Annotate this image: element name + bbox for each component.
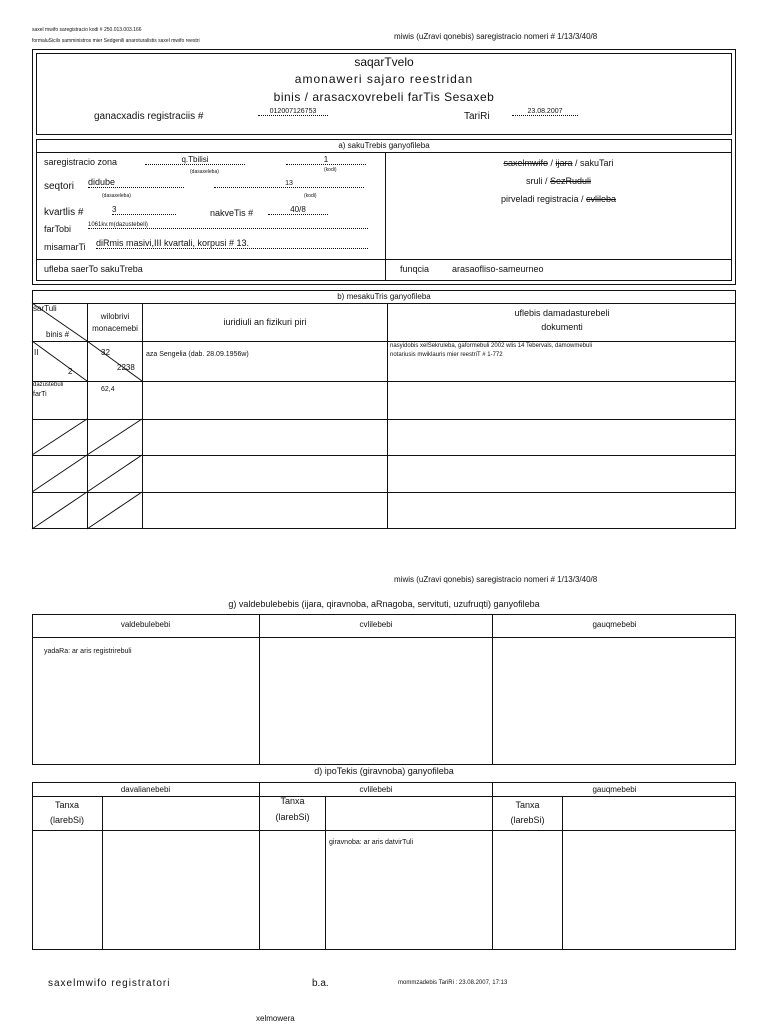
ownership-sep: / (550, 158, 553, 168)
function-label: funqcia (400, 264, 430, 274)
registration-change: cvlileba (586, 194, 617, 204)
row2-area-value: 62,4 (101, 386, 115, 393)
parcel-label: nakveTis # (210, 208, 254, 218)
sector-name-hint: (dasaxeleba) (102, 193, 131, 199)
area-value: 1061kv.m(dazustebeli) (88, 222, 368, 229)
zone-code-hint: (kodi) (324, 167, 337, 173)
page-subtitle-1: amonaweri sajaro reestridan (294, 72, 474, 86)
col-share-label: wilobrivi monacemebi (92, 312, 138, 333)
sector-code: 13 (214, 180, 364, 188)
registration-kind (385, 194, 732, 204)
col-document-label-2: dokumenti (541, 322, 583, 332)
address-value: diRmis masivi,III kvartali, korpusi # 13. (96, 238, 368, 249)
property-registration-number: miwis (uZravi qonebis) saregistracio nomeri # 1/13/3/40/8 (394, 32, 598, 41)
application-reg-label: ganacxadis registraciis # (94, 111, 204, 122)
section-d-table (32, 782, 736, 950)
changes-amount-label-2: (larebSi) (275, 812, 310, 822)
address-label: misamarTi (44, 242, 86, 252)
cancel-amount-label-1: Tanxa (515, 800, 540, 810)
obligations-header: valdebulebebi (120, 620, 171, 629)
parcel-value: 40/8 (268, 205, 328, 215)
form-approval-line: formaluSicils samministros mier Sedgenili anaroturalistis saxel mwifo reestri (32, 38, 200, 44)
mortgage-changes-header: cvlilebebi (359, 785, 393, 794)
signature-label: xelmowera (256, 1014, 295, 1023)
date-value: 23.08.2007 (512, 108, 578, 116)
obligations-entry: yadaRa: ar aris registrirebuli (44, 648, 132, 655)
mortgage-entry: giravnoba: ar aris datvirTuli (329, 839, 414, 846)
row2-area-label-2: farTi (33, 391, 47, 398)
application-reg-value: 012007126753 (258, 108, 328, 116)
page-subtitle-2: binis / arasacxovrebeli farTis Sesaxeb (273, 90, 495, 104)
function-value: arasaofliso-sameurneo (452, 264, 544, 274)
section-g-title: g) valdebulebebis (ijara, qiravnoba, aRnagoba, servituti, uzufruqti) ganyofileba (228, 599, 540, 609)
registrar-initials: b.a. (312, 978, 329, 989)
ownership-lease: ijara (555, 158, 573, 168)
zone-name-hint: (dasaxeleba) (190, 169, 219, 175)
zone-label: saregistracio zona (44, 157, 118, 167)
col-floor-label: sarTuli (33, 304, 57, 313)
ownership-private: / sakuTari (575, 158, 614, 168)
sector-code-hint: (kodi) (304, 193, 317, 199)
row1-share-numerator: 32 (101, 348, 110, 357)
section-d-title: d) ipoTekis (giravnoba) ganyofileba (314, 766, 454, 776)
debts-amount-label-1: Tanxa (54, 800, 80, 810)
changes-amount-label-1: Tanxa (280, 796, 305, 806)
registration-code-line: saxel mwifo saregistracio kodi # 250.013.003.166 (32, 27, 142, 33)
section-a-title: a) sakuTrebis ganyofileba (338, 141, 430, 150)
page2-registration-number: miwis (uZravi qonebis) saregistracio nomeri # 1/13/3/40/8 (394, 575, 598, 584)
print-date: mommzadebis TariRi : 23.08.2007, 17:13 (398, 980, 508, 986)
col-document-label-1: uflebis damadasturebeli (514, 308, 610, 318)
cancellations-header: gauqmebebi (592, 620, 637, 629)
sector-value: didube (88, 177, 184, 188)
row1-owner: aza Sengelia (dab. 28.09.1956w) (146, 351, 249, 358)
row1-floor: II (34, 348, 39, 357)
mortgage-cancellations-header: gauqmebebi (592, 785, 637, 794)
row1-flat: 2 (68, 367, 73, 376)
ownership-state: saxelmwifo (503, 158, 548, 168)
right-type-label: ufleba saerTo sakuTreba (44, 264, 143, 274)
date-label: TariRi (464, 111, 490, 122)
sector-label: seqtori (44, 181, 75, 192)
col-flat-label: binis # (46, 330, 70, 339)
debts-amount-label-2: (larebSi) (49, 815, 84, 825)
row1-document-line2: notariusis mwiklauris mier reestriT # 1-772 (390, 352, 503, 358)
row2-area-label-1: dazustebuli (33, 382, 64, 388)
changes-header: cvlilebebi (359, 620, 393, 629)
area-label: farTobi (44, 224, 72, 234)
cancel-amount-label-2: (larebSi) (510, 815, 545, 825)
page-title: saqarTvelo (354, 55, 414, 69)
debts-header: davalianebebi (120, 785, 171, 794)
section-b-title: b) mesakuTris ganyofileba (337, 292, 431, 301)
scope-limited: SezRuduli (550, 176, 592, 186)
col-person-label: iuridiuli an fizikuri piri (223, 317, 307, 327)
row1-share-denominator: 2238 (117, 363, 135, 372)
scope-full: sruli / (525, 176, 548, 186)
row1-document-line1: nasyidobis xelSekruleba, gaformebuli 2002 wlis 14 Tebervals, damowmebuli (390, 343, 592, 349)
zone-code: 1 (286, 155, 366, 165)
registrar-label: saxelmwifo registratori (48, 978, 171, 989)
quarter-label: kvartlis # (44, 207, 84, 218)
registration-primary: pirveladi registracia / (500, 194, 584, 204)
ownership-scope (385, 176, 732, 186)
ownership-type (385, 158, 732, 168)
zone-value: q.Tbilisi (145, 155, 245, 165)
quarter-value: 3 (112, 205, 176, 215)
